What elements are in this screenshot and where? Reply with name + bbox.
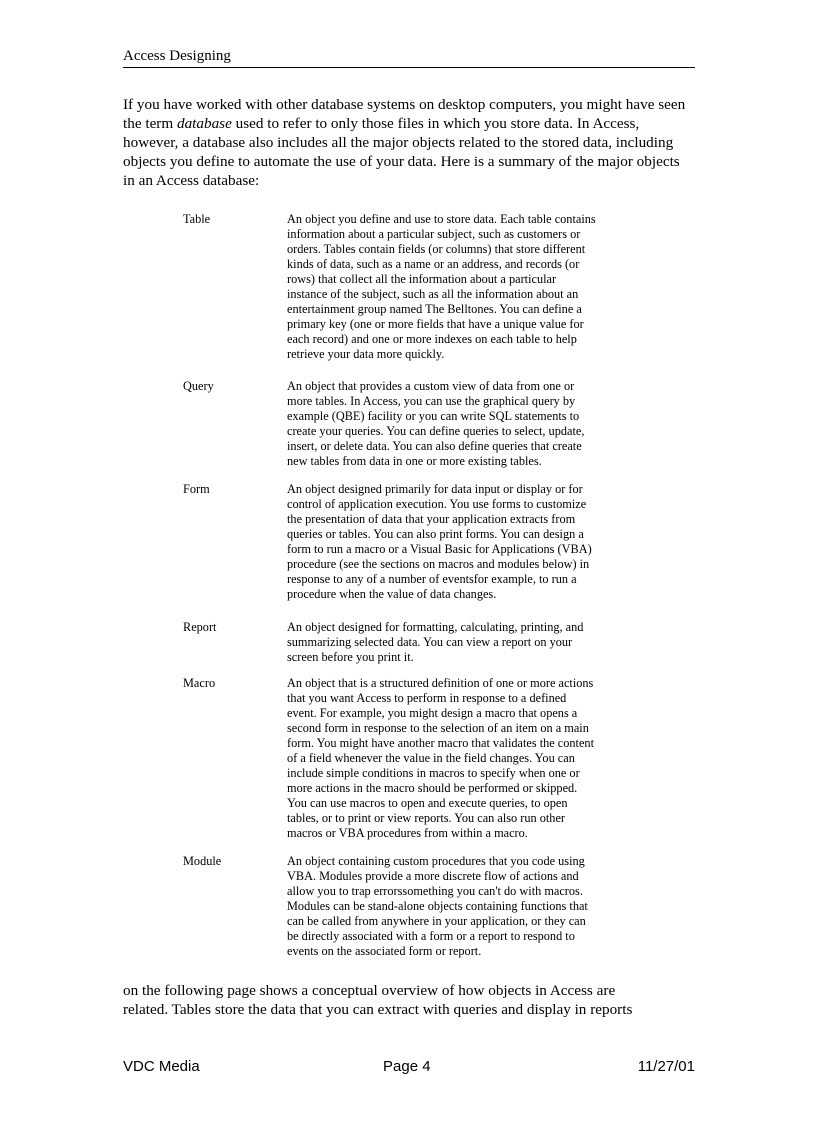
description-line: rows) that collect all the information about a particular [287,272,557,286]
description-line: control of application execution. You use forms to customize [287,497,587,511]
description-line: insert, or delete data. You can also define queries that create [287,439,582,453]
definition-description [287,482,637,620]
description-line: can be called from anywhere in your application, or they can [287,914,586,928]
definition-item [183,620,643,676]
page-footer [123,1057,695,1077]
description-line: example (QBE) facility or you can write SQL statements to [287,409,580,423]
description-line: include simple conditions in macros to specify when one or [287,766,580,780]
description-line: procedure (see the sections on macros and modules below) in [287,557,590,571]
description-line: summarizing selected data. You can view a report on your [287,635,573,649]
definition-term: Table [183,212,211,226]
intro-text-start: If you have worked with other database systems on desktop computers, you might have seen the term [123,96,686,132]
definition-term: Module [183,854,222,868]
description-line: An object designed for formatting, calculating, printing, and [287,620,584,634]
definition-description [287,854,637,964]
description-line: that you want Access to perform in response to a defined [287,691,567,705]
definition-list [183,212,643,964]
description-line: allow you to trap errorssomething you can't do with macros. [287,884,583,898]
footer-page-number: Page 4 [383,1058,431,1075]
definition-term: Form [183,482,210,496]
description-line: An object that is a structured definition of one or more actions [287,676,594,690]
description-line: the presentation of data that your application extracts from [287,512,576,526]
definition-item [183,379,643,482]
description-line: You can use macros to open and execute queries, to open [287,796,568,810]
description-line: create your queries. You can define queries to select, update, [287,424,585,438]
closing-line: related. Tables store the data that you can extract with queries and display in reports [123,1001,633,1018]
description-line: instance of the subject, such as all the information about an [287,287,579,301]
definition-description [287,676,637,854]
definition-description [287,379,637,482]
description-line: An object containing custom procedures that you code using [287,854,585,868]
definition-item [183,854,643,964]
description-line: entertainment group named The Belltones. You can define a [287,302,582,316]
description-line: second form in response to the selection of an item on a main [287,721,589,735]
description-line: each record) and one or more indexes on each table to help [287,332,577,346]
description-line: events on the associated form or report. [287,944,482,958]
intro-term: database [176,115,232,132]
description-line: An object you define and use to store data. Each table contains [287,212,596,226]
description-line: more tables. In Access, you can use the graphical query by [287,394,576,408]
page-header [123,46,695,68]
intro-text-end: used to refer to only those files in which you store data. In Access, however, a database also includes all the major objects related to the stored data, including objects you define to automate the use of your data. Here is a summary of the major objects in an Access database: [123,115,680,189]
footer-publisher: VDC Media [123,1058,200,1075]
description-line: queries or tables. You can also print forms. You can design a [287,527,584,541]
definition-item [183,482,643,620]
description-line: tables, or to print or view reports. You can also run other [287,811,565,825]
description-line: primary key (one or more fields that have a unique value for [287,317,584,331]
description-line: retrieve your data more quickly. [287,347,445,361]
closing-paragraph [123,981,695,1019]
description-line: form to run a macro or a Visual Basic for Applications (VBA) [287,542,592,556]
description-line: new tables from data in one or more existing tables. [287,454,542,468]
description-line: An object that provides a custom view of data from one or [287,379,575,393]
description-line: form. You might have another macro that validates the content [287,736,595,750]
description-line: screen before you print it. [287,650,414,664]
description-line: of a field whenever the value in the field changes. You can [287,751,575,765]
definition-term: Macro [183,676,216,690]
description-line: response to any of a number of eventsfor example, to run a [287,572,577,586]
header-title: Access Designing [123,48,231,64]
description-line: event. For example, you might design a macro that opens a [287,706,578,720]
description-line: kinds of data, such as a name or an address, and records (or [287,257,580,271]
description-line: Modules can be stand-alone objects containing functions that [287,899,588,913]
definition-description [287,212,637,379]
definition-term: Query [183,379,214,393]
description-line: VBA. Modules provide a more discrete flow of actions and [287,869,579,883]
description-line: macros or VBA procedures from within a macro. [287,826,528,840]
description-line: more actions in the macro should be performed or skipped. [287,781,578,795]
closing-line: on the following page shows a conceptual overview of how objects in Access are [123,982,616,999]
description-line: procedure when the value of data changes. [287,587,497,601]
footer-date: 11/27/01 [637,1058,695,1075]
intro-paragraph [123,95,695,190]
definition-description [287,620,637,676]
definition-item [183,676,643,854]
definition-term: Report [183,620,217,634]
description-line: be directly associated with a form or a report to respond to [287,929,575,943]
description-line: orders. Tables contain fields (or columns) that store different [287,242,586,256]
description-line: information about a particular subject, such as customers or [287,227,581,241]
definition-item [183,212,643,379]
description-line: An object designed primarily for data input or display or for [287,482,583,496]
